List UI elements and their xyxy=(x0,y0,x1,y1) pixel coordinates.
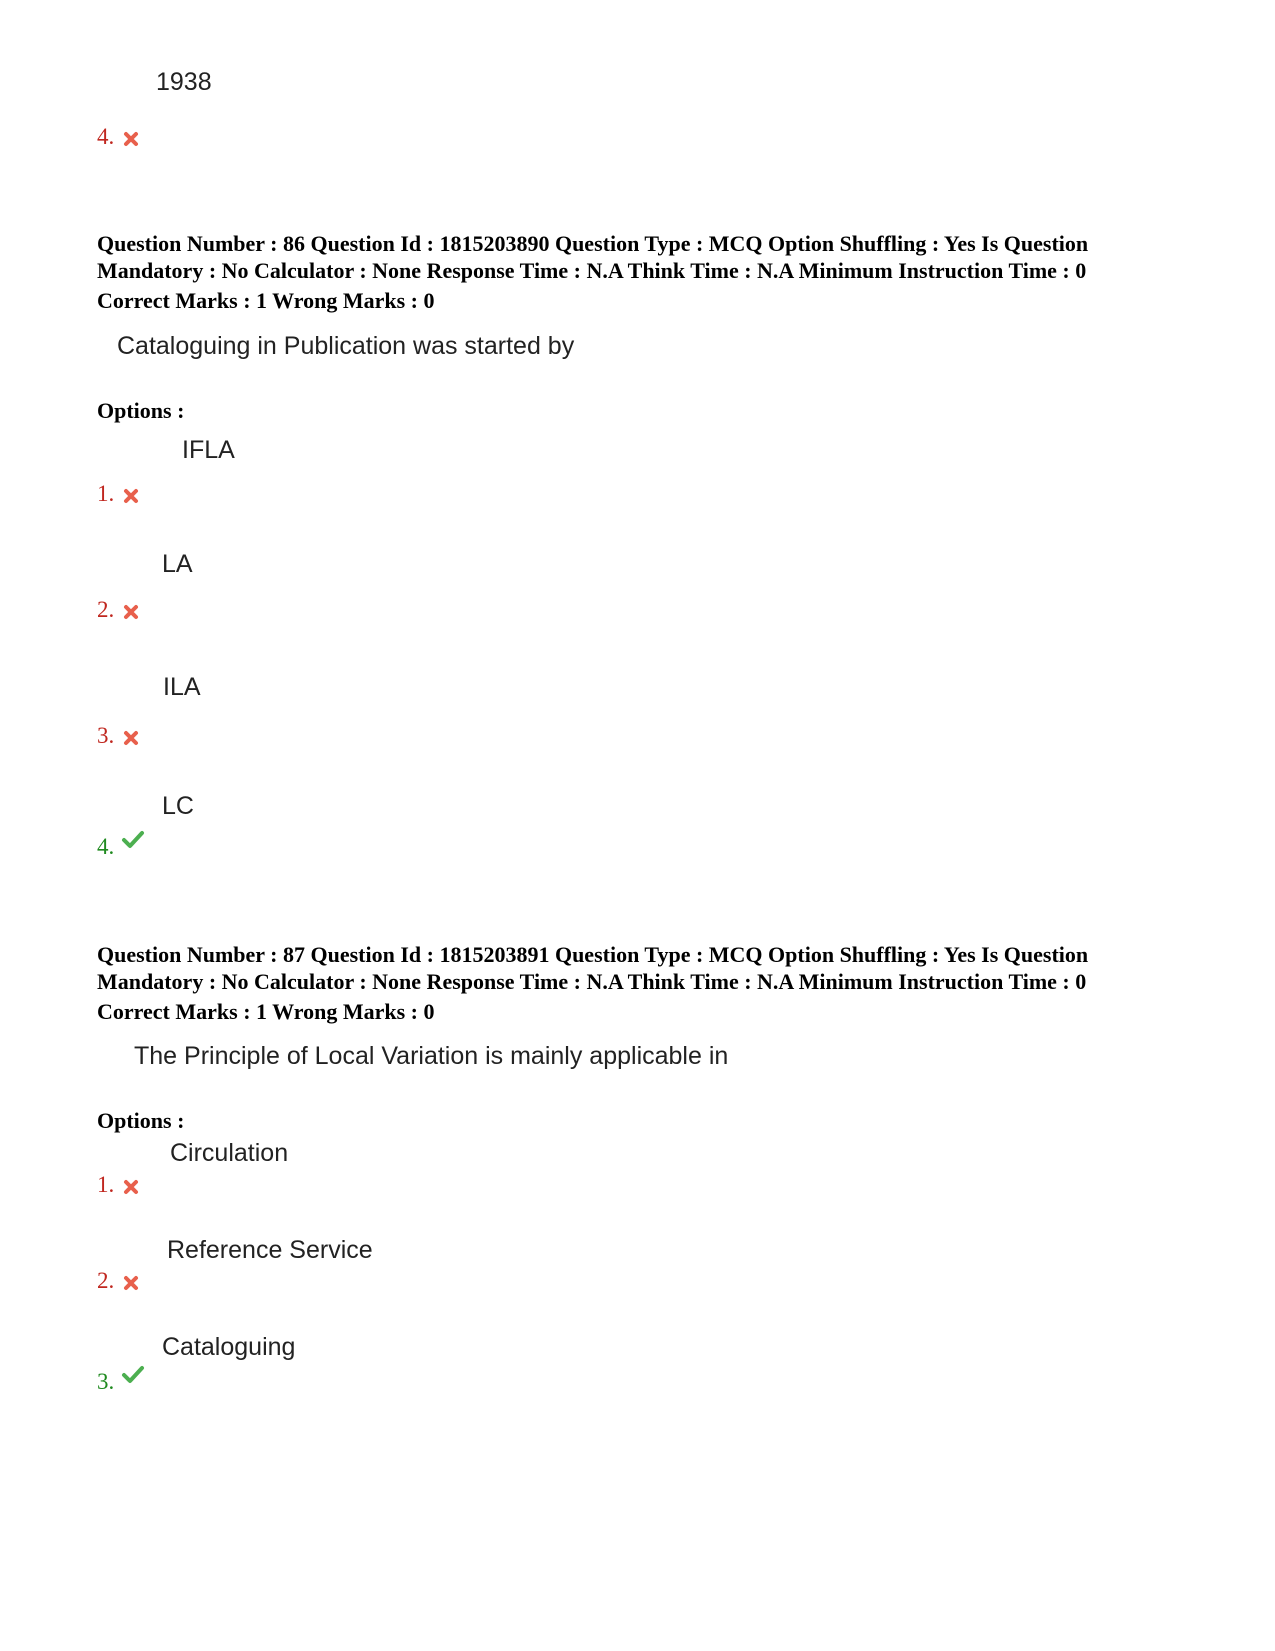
question-meta-line2: Mandatory : No Calculator : None Response Time : N.A Think Time : N.A Minimum Instruction Time : 0 xyxy=(97,969,1087,994)
option-number: 2. xyxy=(97,597,115,622)
option-number: 3. xyxy=(97,723,115,748)
option-text: LA xyxy=(162,550,193,578)
option-number: 4. xyxy=(97,834,115,859)
question-meta xyxy=(97,230,1207,284)
question-meta-line2: Mandatory : No Calculator : None Response Time : N.A Think Time : N.A Minimum Instruction Time : 0 xyxy=(97,258,1087,283)
option-text: Cataloguing xyxy=(162,1333,296,1361)
cross-icon xyxy=(123,488,139,509)
option-text: ILA xyxy=(163,673,201,701)
check-icon xyxy=(121,1365,145,1390)
option-text: LC xyxy=(162,792,194,820)
option-text: Reference Service xyxy=(167,1236,373,1264)
option-text: IFLA xyxy=(182,436,235,464)
question-text: Cataloguing in Publication was started by xyxy=(117,332,575,360)
cross-icon xyxy=(123,1275,139,1296)
cross-icon xyxy=(123,604,139,625)
question-meta-line1: Question Number : 86 Question Id : 1815203890 Question Type : MCQ Option Shuffling : Yes Is Question xyxy=(97,231,1089,256)
option-number: 3. xyxy=(97,1369,115,1394)
option-number: 2. xyxy=(97,1268,115,1293)
question-marks: Correct Marks : 1 Wrong Marks : 0 xyxy=(97,288,435,313)
question-marks: Correct Marks : 1 Wrong Marks : 0 xyxy=(97,999,435,1024)
option-number: 4. xyxy=(97,124,115,149)
check-icon xyxy=(121,830,145,855)
option-text: Circulation xyxy=(170,1139,289,1167)
options-label: Options : xyxy=(97,1108,185,1133)
options-label: Options : xyxy=(97,398,185,423)
option-number: 1. xyxy=(97,481,115,506)
question-meta-line1: Question Number : 87 Question Id : 1815203891 Question Type : MCQ Option Shuffling : Yes Is Question xyxy=(97,942,1089,967)
question-meta xyxy=(97,941,1207,995)
option-text: 1938 xyxy=(156,68,212,96)
cross-icon xyxy=(123,131,139,152)
cross-icon xyxy=(123,1179,139,1200)
option-number: 1. xyxy=(97,1172,115,1197)
cross-icon xyxy=(123,730,139,751)
question-text: The Principle of Local Variation is mainly applicable in xyxy=(134,1042,729,1070)
